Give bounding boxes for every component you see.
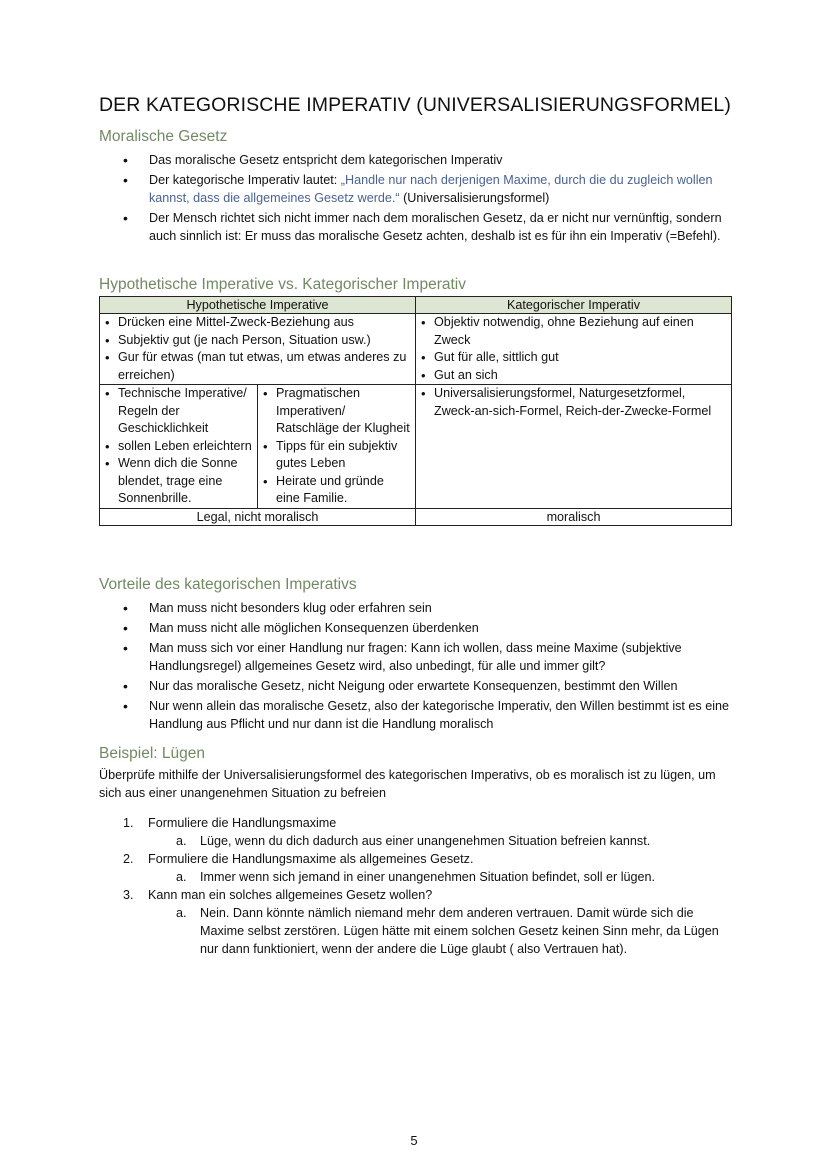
step-number: 1. (123, 816, 134, 830)
hypothetical-features-cell (100, 314, 416, 385)
list-item: • sollen Leben erleichtern (104, 438, 253, 456)
list-item: • Gut an sich (420, 367, 727, 385)
list-item: • Man muss nicht alle möglichen Konsequenzen überdenken (99, 619, 731, 637)
pragmatic-imperatives-cell (258, 385, 416, 509)
moral-law-list (99, 151, 731, 247)
step-subitem (99, 904, 731, 958)
categorical-features-cell (416, 314, 732, 385)
list-item: • Das moralische Gesetz entspricht dem kategorischen Imperativ (99, 151, 731, 169)
heading-moral-law: Moralische Gesetz (99, 128, 228, 145)
sub-letter: a. (176, 870, 187, 884)
page-title: DER KATEGORISCHE IMPERATIV (UNIVERSALISIERUNGSFORMEL) (99, 94, 731, 116)
page-number: 5 (410, 1133, 418, 1148)
step-number: 3. (123, 888, 134, 902)
list-item: • Heirate und gründe eine Familie. (262, 473, 411, 508)
list-item: • Man muss nicht besonders klug oder erfahren sein (99, 599, 731, 617)
table-row (100, 385, 732, 509)
heading-advantages: Vorteile des kategorischen Imperativs (99, 576, 357, 593)
technical-imperatives-cell (100, 385, 258, 509)
quote-suffix: (Universalisierungsformel) (399, 191, 550, 205)
sub-letter: a. (176, 834, 187, 848)
list-item: • Wenn dich die Sonne blendet, trage eine Sonnenbrille. (104, 455, 253, 508)
step-item (99, 850, 731, 886)
list-item: • Gur für etwas (man tut etwas, um etwas anderes zu erreichen) (104, 349, 411, 384)
list-item: • Universalisierungsformel, Naturgesetzformel, Zweck-an-sich-Formel, Reich-der-Zwecke-Formel (420, 385, 727, 420)
step-subitem (99, 832, 731, 850)
header-categorical: Kategorischer Imperativ (416, 297, 732, 314)
list-item (99, 171, 731, 207)
step-subitem (99, 868, 731, 886)
step-text: Formuliere die Handlungsmaxime als allgemeines Gesetz. (148, 852, 474, 866)
step-item (99, 814, 731, 850)
list-item: • Objektiv notwendig, ohne Beziehung auf einen Zweck (420, 314, 727, 349)
table-header-row (100, 297, 732, 314)
list-item-text: Der kategorische Imperativ lautet: (149, 173, 341, 187)
table-footer-row (100, 508, 732, 525)
sub-text: Immer wenn sich jemand in einer unangenehmen Situation befindet, soll er lügen. (200, 870, 656, 884)
list-item: • Nur das moralische Gesetz, nicht Neigung oder erwartete Konsequenzen, bestimmt den Willen (99, 677, 731, 695)
list-item: • Der Mensch richtet sich nicht immer nach dem moralischen Gesetz, da er nicht nur vernünftig, sondern auch sinnlich ist: Er muss das moralische Gesetz achten, deshalb ist es für ihn ein Imperativ (=Befehl). (99, 209, 731, 245)
sub-text: Lüge, wenn du dich dadurch aus einer unangenehmen Situation befreien kannst. (200, 834, 651, 848)
advantages-list (99, 599, 731, 735)
sub-letter: a. (176, 906, 187, 920)
comparison-table-wrap (99, 296, 731, 526)
example-intro: Überprüfe mithilfe der Universalisierungsformel des kategorischen Imperativs, ob es moralisch ist zu lügen, um sich aus einer unangenehmen Situation zu befreien (99, 768, 716, 800)
list-item: • Tipps für ein subjektiv gutes Leben (262, 438, 411, 473)
step-item (99, 886, 731, 958)
list-item: • Drücken eine Mittel-Zweck-Beziehung aus (104, 314, 411, 332)
list-item: • Technische Imperative/ Regeln der Geschicklichkeit (104, 385, 253, 438)
list-item: • Pragmatischen Imperativen/ Ratschläge der Klugheit (262, 385, 411, 438)
table-row (100, 314, 732, 385)
list-item: • Nur wenn allein das moralische Gesetz, also der kategorische Imperativ, den Willen bestimmt ist es eine Handlung aus Pflicht und nur dann ist die Handlung moralisch (99, 697, 731, 733)
step-text: Kann man ein solches allgemeines Gesetz wollen? (148, 888, 433, 902)
sub-text: Nein. Dann könnte nämlich niemand mehr dem anderen vertrauen. Damit würde sich die Maxime selbst zerstören. Lügen hätte mit einem solchen Gesetz keinen Sinn mehr, da Lügen nur dann funktioniert, wenn der andere die Lüge glaubt ( also Vertrauen hat). (200, 906, 719, 956)
heading-example: Beispiel: Lügen (99, 745, 205, 762)
list-item: • Man muss sich vor einer Handlung nur fragen: Kann ich wollen, dass meine Maxime (subjektive Handlungsregel) allgemeines Gesetz wird, also unbedingt, für alle und immer gilt? (99, 639, 731, 675)
comparison-table (99, 296, 732, 526)
list-item: • Subjektiv gut (je nach Person, Situation usw.) (104, 332, 411, 350)
list-item: • Gut für alle, sittlich gut (420, 349, 727, 367)
step-text: Formuliere die Handlungsmaxime (148, 816, 337, 830)
imperative-quote: „Handle nur nach derjenigen Maxime, durch die du zugleich wollen kannst, dass die allgemeines Gesetz werde.“ (149, 173, 713, 205)
step-number: 2. (123, 852, 134, 866)
footer-categorical: moralisch (416, 508, 732, 525)
heading-comparison: Hypothetische Imperative vs. Kategorischer Imperativ (99, 276, 466, 293)
footer-hypothetical: Legal, nicht moralisch (100, 508, 416, 525)
categorical-formulas-cell (416, 385, 732, 509)
header-hypothetical: Hypothetische Imperative (100, 297, 416, 314)
example-steps (99, 814, 731, 958)
